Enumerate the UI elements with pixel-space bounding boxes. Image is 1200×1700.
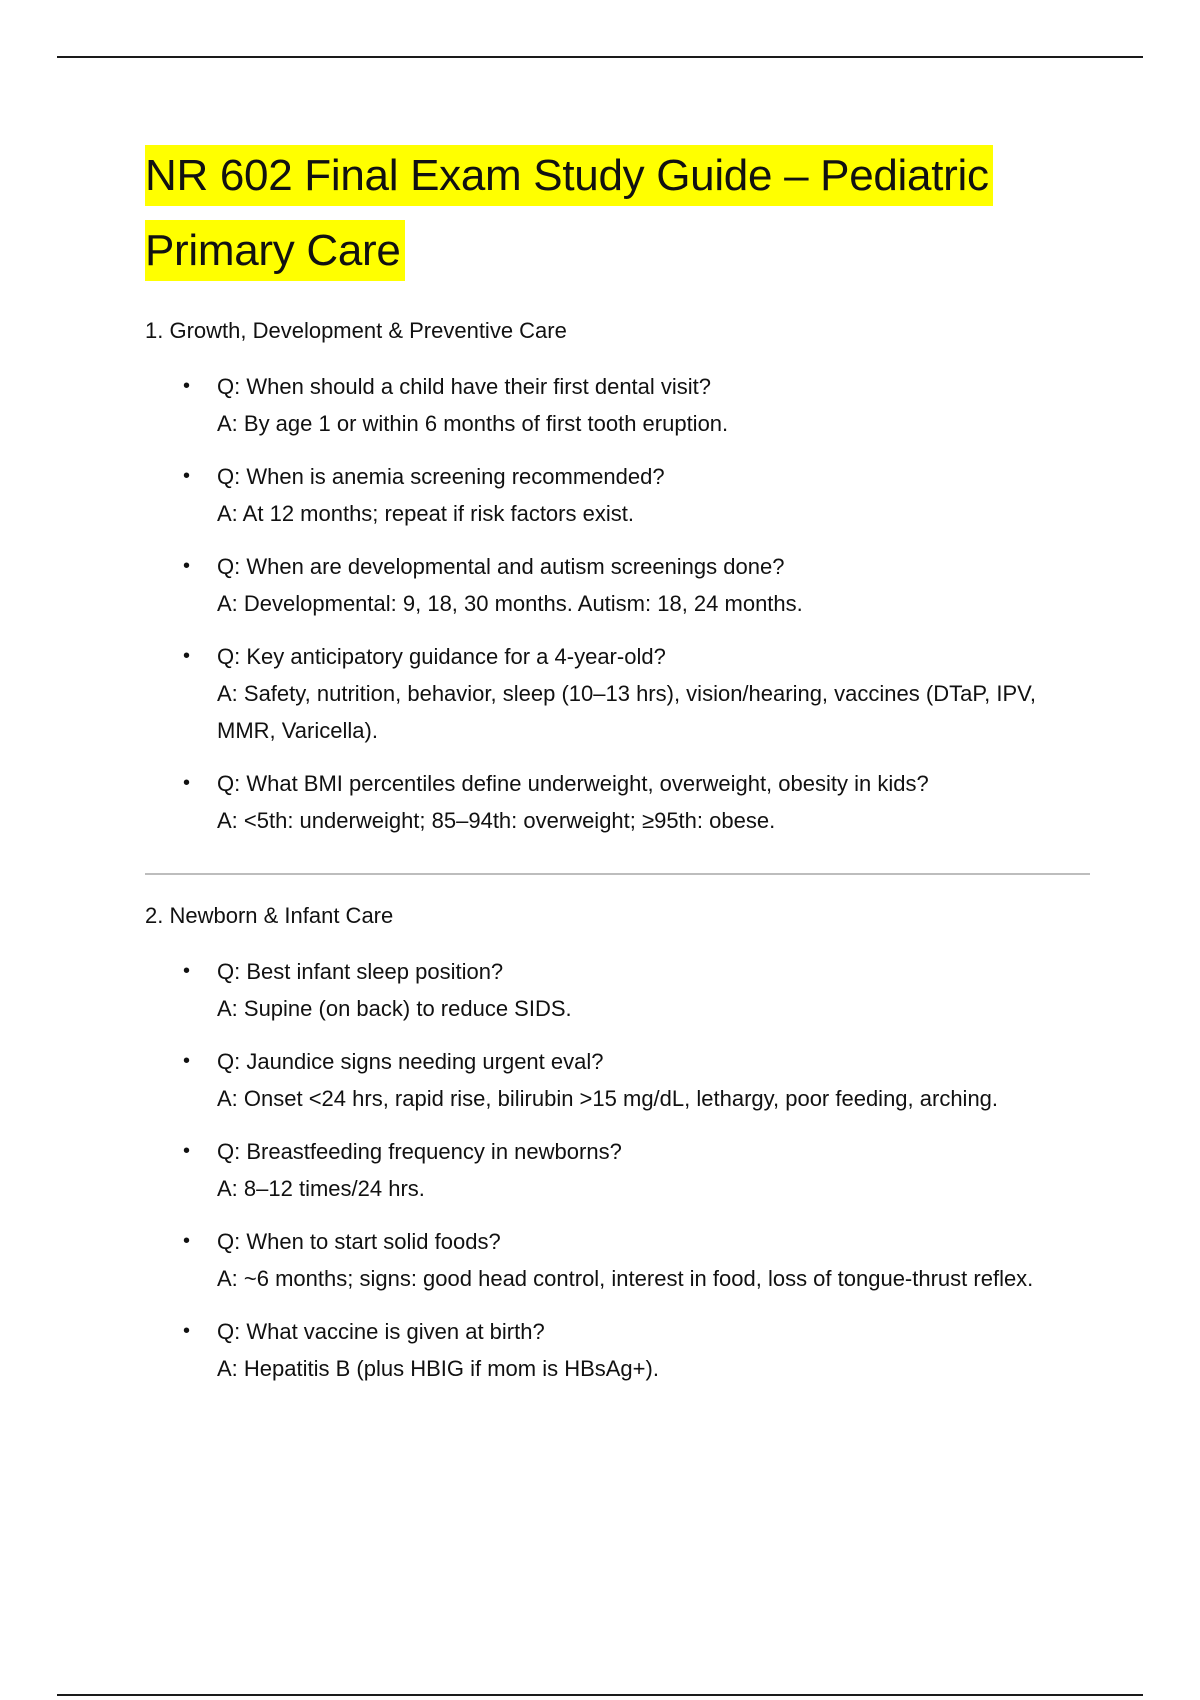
bullet-icon: • [183,1050,191,1072]
title-line-1: NR 602 Final Exam Study Guide – Pediatric [145,151,989,200]
question-text: Q: When should a child have their first dental visit? [217,374,712,399]
answer-text: A: Developmental: 9, 18, 30 months. Autism: 18, 24 months. [217,591,803,616]
question-text: Q: Best infant sleep position? [217,959,504,984]
answer-text: A: Supine (on back) to reduce SIDS. [217,996,572,1021]
qa-list [145,368,1095,839]
section-heading: 2. Newborn & Infant Care [145,903,394,928]
document-body [145,138,1095,1403]
answer-text: A: At 12 months; repeat if risk factors exist. [217,501,634,526]
bullet-icon: • [183,645,191,667]
list-item [145,368,1095,442]
question-text: Q: Jaundice signs needing urgent eval? [217,1049,604,1074]
title-highlight [145,145,993,281]
list-item [145,548,1095,622]
list-item [145,953,1095,1027]
bullet-icon: • [183,960,191,982]
qa-list [145,953,1095,1387]
answer-text: A: Onset <24 hrs, rapid rise, bilirubin >15 mg/dL, lethargy, poor feeding, arching. [217,1086,999,1111]
question-text: Q: When are developmental and autism screenings done? [217,554,785,579]
list-item [145,458,1095,532]
bullet-icon: • [183,375,191,397]
bullet-icon: • [183,465,191,487]
question-text: Q: Key anticipatory guidance for a 4-year-old? [217,644,666,669]
list-item [145,1133,1095,1207]
list-item [145,1043,1095,1117]
section-divider [145,873,1090,875]
bullet-icon: • [183,772,191,794]
answer-text: A: Safety, nutrition, behavior, sleep (10–13 hrs), vision/hearing, vaccines (DTaP, IPV, MMR, Varicella). [217,681,1036,743]
answer-text: A: Hepatitis B (plus HBIG if mom is HBsAg+). [217,1356,659,1381]
page-title [145,138,1095,288]
answer-text: A: ~6 months; signs: good head control, interest in food, loss of tongue-thrust reflex. [217,1266,1034,1291]
section-heading: 1. Growth, Development & Preventive Care [145,318,567,343]
list-item [145,1223,1095,1297]
question-text: Q: What vaccine is given at birth? [217,1319,545,1344]
question-text: Q: What BMI percentiles define underweight, overweight, obesity in kids? [217,771,929,796]
section-growth-development [145,316,1095,839]
question-text: Q: Breastfeeding frequency in newborns? [217,1139,622,1164]
answer-text: A: 8–12 times/24 hrs. [217,1176,425,1201]
list-item [145,765,1095,839]
list-item [145,638,1095,749]
bullet-icon: • [183,1140,191,1162]
title-line-2: Primary Care [145,226,401,275]
bullet-icon: • [183,1320,191,1342]
bullet-icon: • [183,1230,191,1252]
answer-text: A: By age 1 or within 6 months of first tooth eruption. [217,411,729,436]
answer-text: A: <5th: underweight; 85–94th: overweight; ≥95th: obese. [217,808,776,833]
list-item [145,1313,1095,1387]
page-bottom-rule [57,1694,1143,1696]
bullet-icon: • [183,555,191,577]
section-newborn-infant [145,901,1095,1387]
question-text: Q: When to start solid foods? [217,1229,501,1254]
page-top-rule [57,56,1143,58]
question-text: Q: When is anemia screening recommended? [217,464,665,489]
